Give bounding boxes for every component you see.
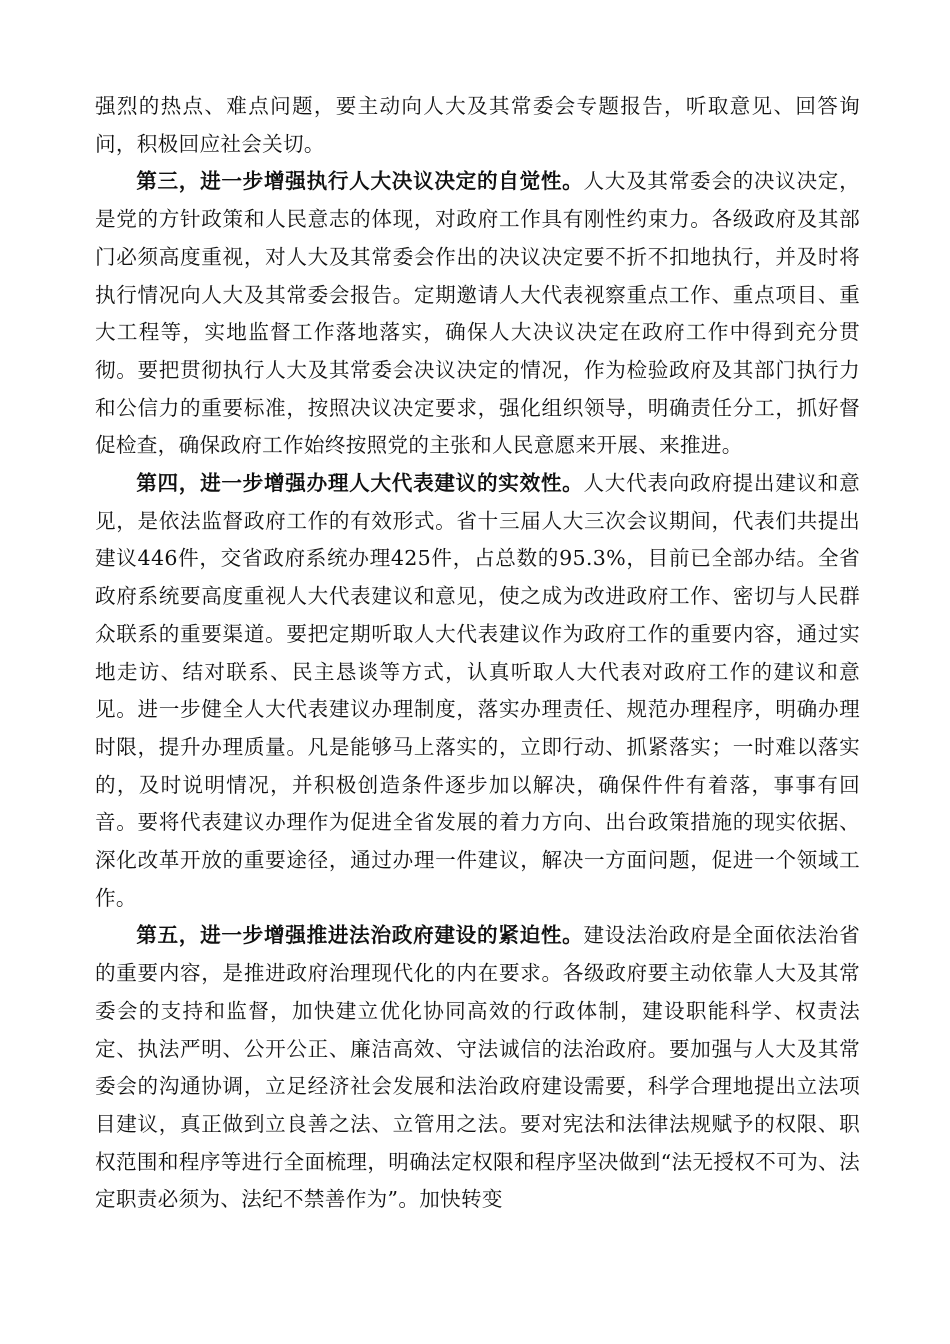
paragraph-lead-heading: 第四，进一步增强办理人大代表建议的实效性。 xyxy=(136,471,584,496)
paragraph-body: 人大代表向政府提出建议和意见，是依法监督政府工作的有效形式。省十三届人大三次会议期间，代表们共提出建议446件，交省政府系统办理425件，占总数的95.3%，目前已全部办结。全省政府系统要高度重视人大代表建议和意见，使之成为改进政府工作、密切与人民群众联系的重要渠道。要把定期听取人大代表建议作为政府工作的重要内容，通过实地走访、结对联系、民主恳谈等方式，认真听取人大代表对政府工作的建议和意见。进一步健全人大代表建议办理制度，落实办理责任、规范办理程序，明确办理时限，提升办理质量。凡是能够马上落实的，立即行动、抓紧落实；一时难以落实的，及时说明情况，并积极创造条件逐步加以解决，确保件件有着落，事事有回音。要将代表建议办理作为促进全省发展的着力方向、出台政策措施的现实依据、深化改革开放的重要途径，通过办理一件建议，解决一方面问题，促进一个领域工作。 xyxy=(95,471,860,910)
paragraph-fourth-point xyxy=(95,465,860,917)
paragraph-body: 强烈的热点、难点问题，要主动向人大及其常委会专题报告，听取意见、回答询问，积极回应社会关切。 xyxy=(95,94,860,156)
paragraph-fifth-point xyxy=(95,917,860,1219)
paragraph-body: 建设法治政府是全面依法治省的重要内容，是推进政府治理现代化的内在要求。各级政府要主动依靠人大及其常委会的支持和监督，加快建立优化协同高效的行政体制，建设职能科学、权责法定、执法严明、公开公正、廉洁高效、守法诚信的法治政府。要加强与人大及其常委会的沟通协调，立足经济社会发展和法治政府建设需要，科学合理地提出立法项目建议，真正做到立良善之法、立管用之法。要对宪法和法律法规赋予的权限、职权范围和程序等进行全面梳理，明确法定权限和程序坚决做到“法无授权不可为、法定职责必须为、法纪不禁善作为”。加快转变 xyxy=(95,923,860,1212)
paragraph-continuation xyxy=(95,88,860,163)
paragraph-third-point xyxy=(95,163,860,465)
paragraph-lead-heading: 第五，进一步增强推进法治政府建设的紧迫性。 xyxy=(136,923,584,948)
paragraph-body: 人大及其常委会的决议决定，是党的方针政策和人民意志的体现，对政府工作具有刚性约束力。各级政府及其部门必须高度重视，对人大及其常委会作出的决议决定要不折不扣地执行，并及时将执行情况向人大及其常委会报告。定期邀请人大代表视察重点工作、重点项目、重大工程等，实地监督工作落地落实，确保人大决议决定在政府工作中得到充分贯彻。要把贯彻执行人大及其常委会决议决定的情况，作为检验政府及其部门执行力和公信力的重要标准，按照决议决定要求，强化组织领导，明确责任分工，抓好督促检查，确保政府工作始终按照党的主张和人民意愿来开展、来推进。 xyxy=(95,169,860,458)
document-page xyxy=(95,88,860,1219)
paragraph-lead-heading: 第三，进一步增强执行人大决议决定的自觉性。 xyxy=(136,169,584,194)
